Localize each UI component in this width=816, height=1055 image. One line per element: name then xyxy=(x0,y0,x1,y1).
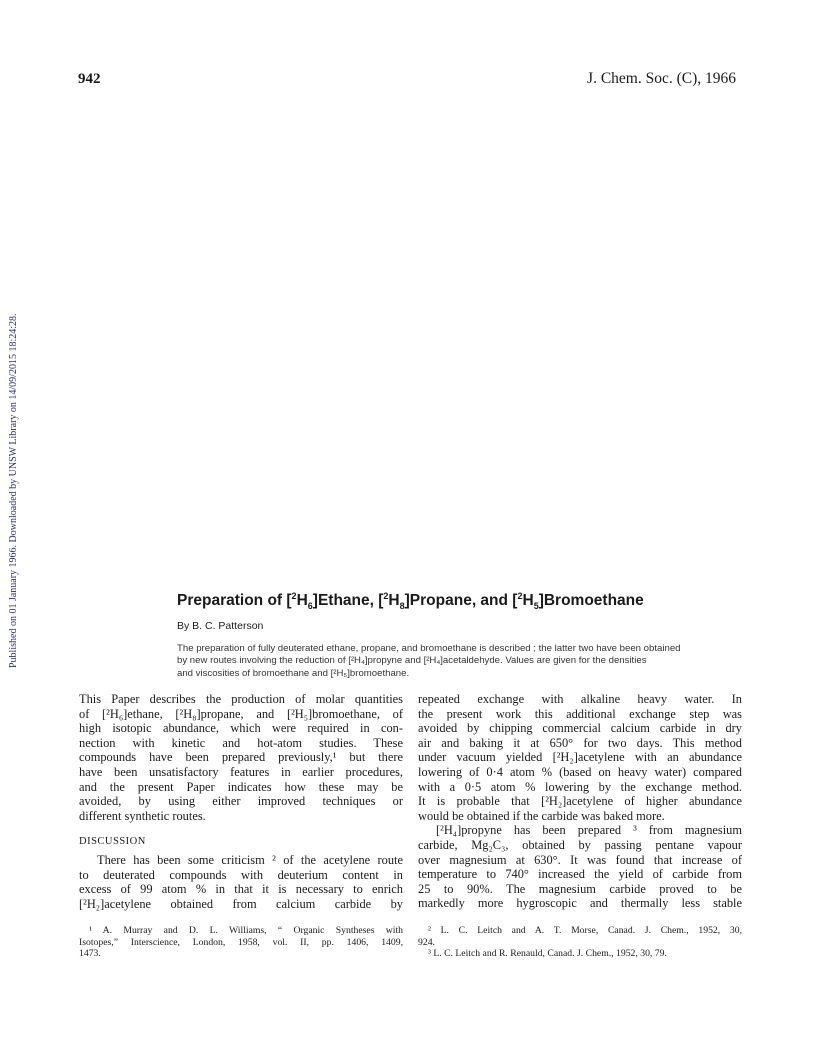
article-title: Preparation of $[^2H_6]Ethane$, $[^2H_8]Propane$, and $[^2H_5]Bromoethane$ xyxy=(177,590,644,612)
footnote-line: ¹ A. Murray and D. L. Williams, “ Organic Syntheses with xyxy=(89,925,403,936)
body-line: avoided by chipping commercial calcium carbide in dry xyxy=(418,721,742,736)
footnote-line: 1473. xyxy=(79,948,101,960)
body-line: carbide, Mg₂C₃, obtained by passing pentane vapour xyxy=(418,837,742,852)
body-line: nection with kinetic and hot-atom studies. These xyxy=(79,735,403,750)
body-line: temperature to 740° increased the yield of carbide from xyxy=(418,867,742,882)
left-column xyxy=(79,692,403,911)
body-line: of [²H₆]ethane, [²H₈]propane, and [²H₅]bromoethane, of xyxy=(79,706,403,721)
body-line: lowering of 0·4 atom % (based on heavy water) compared xyxy=(418,764,742,779)
section-heading: DISCUSSION xyxy=(79,836,146,848)
footnotes-right xyxy=(418,925,742,960)
abstract-line: by new routes involving the reduction of [²H₄]propyne and [²H₄]acetaldehyde. Values are given for the densities xyxy=(177,655,647,667)
body-line: the present work this additional exchange step was xyxy=(418,706,742,721)
footnote-line: ³ L. C. Leitch and R. Renauld, Canad. J. Chem., 1952, 30, 79. xyxy=(428,948,667,960)
body-line: excess of 99 atom % in that it is necessary to enrich xyxy=(79,882,403,897)
body-line: 25 to 90%. The magnesium carbide proved to be xyxy=(418,881,742,896)
body-line: It is probable that [²H₂]acetylene of higher abundance xyxy=(418,794,742,809)
footnote-line: ² L. C. Leitch and A. T. Morse, Canad. J. Chem., 1952, 30, xyxy=(428,925,742,936)
footnote-line: 924. xyxy=(418,936,435,948)
abstract xyxy=(177,643,737,680)
body-line: to deuterated compounds with deuterium content in xyxy=(79,867,403,882)
body-line: repeated exchange with alkaline heavy water. In xyxy=(418,692,742,706)
abstract-line: and viscosities of bromoethane and [²H₅]bromoethane. xyxy=(177,667,410,679)
footnote-line: Isotopes,” Interscience, London, 1958, vol. II, pp. 1406, 1409, xyxy=(79,936,403,948)
body-line: under vacuum yielded [²H₂]acetylene with an abundance xyxy=(418,750,742,765)
body-line: different synthetic routes. xyxy=(79,808,206,823)
body-line: [²H₂]acetylene obtained from calcium carbide by xyxy=(79,896,403,911)
author-byline: By B. C. Patterson xyxy=(177,620,264,632)
body-line: over magnesium at 630°. It was found that increase of xyxy=(418,852,742,867)
footnotes-left xyxy=(79,925,403,960)
body-line: air and baking it at 650° for two days. This method xyxy=(418,735,742,750)
body-line: This Paper describes the production of molar quantities xyxy=(79,692,403,706)
journal-reference: J. Chem. Soc. (C), 1966 xyxy=(587,70,736,87)
body-line: markedly more hygroscopic and thermally less stable xyxy=(418,896,742,911)
body-line: would be obtained if the carbide was baked more. xyxy=(418,808,665,823)
body-line: high isotopic abundance, which were required in con- xyxy=(79,721,403,736)
body-line: have been unsatisfactory features in earlier procedures, xyxy=(79,764,403,779)
body-line: avoided, by using either improved techniques or xyxy=(79,794,403,809)
body-line: and the present Paper indicates how these may be xyxy=(79,779,403,794)
body-line: compounds have been prepared previously,¹ but there xyxy=(79,750,403,765)
download-notice xyxy=(3,268,21,668)
body-line: with a 0·5 atom % lowering by the exchange method. xyxy=(418,779,742,794)
download-notice-text: Published on 01 January 1966. Downloaded by UNSW Library on 14/09/2015 18:24:28. xyxy=(8,313,19,668)
body-line: [²H₄]propyne has been prepared ³ from magnesium xyxy=(436,823,742,838)
page-number: 942 xyxy=(78,71,101,87)
right-column xyxy=(418,692,742,911)
body-line: There has been some criticism ² of the acetylene route xyxy=(97,852,403,867)
abstract-line: The preparation of fully deuterated ethane, propane, and bromoethane is described ; the latter two have been obtained xyxy=(177,643,681,654)
